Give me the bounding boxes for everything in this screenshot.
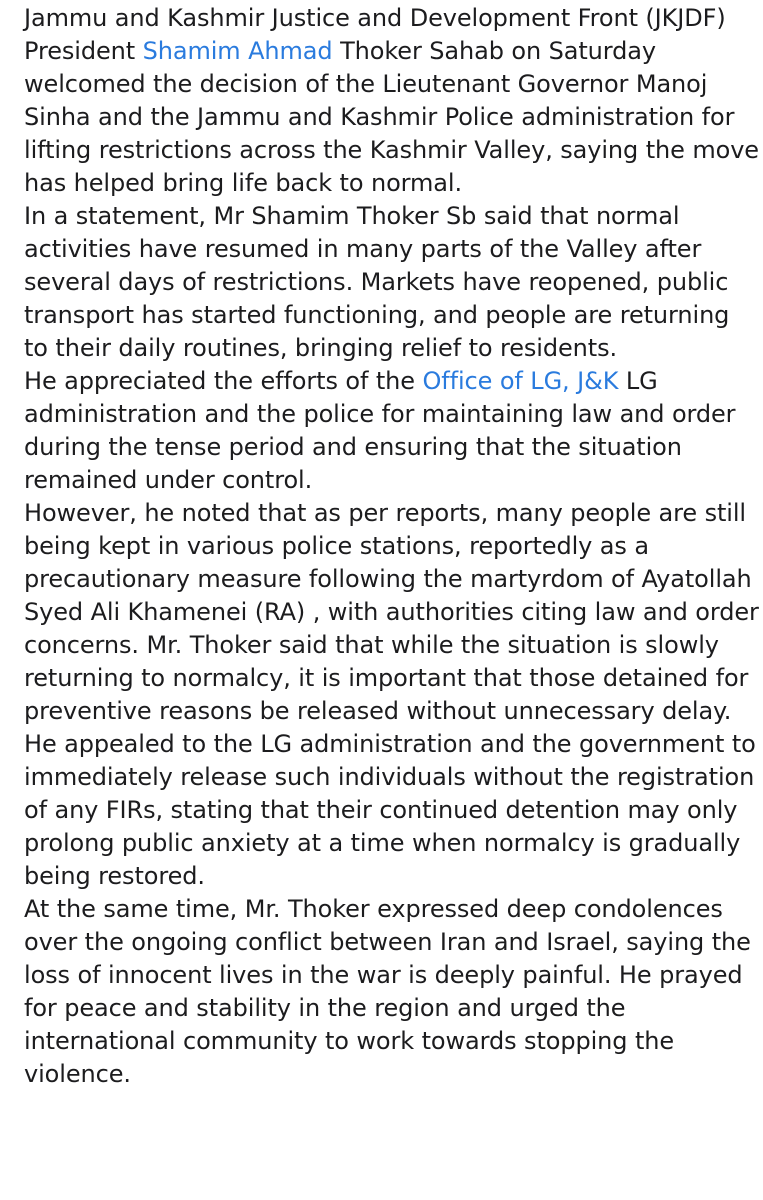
- paragraph-appreciation-text-end: LG administration and the police for maintaining law and order during the tense period and ensuring that the situation remained under control.: [24, 367, 736, 494]
- paragraph-intro: [24, 2, 760, 200]
- paragraph-intro-text-end: Thoker Sahab on Saturday welcomed the decision of the Lieutenant Governor Manoj Sinha and the Jammu and Kashmir Police administration for lifting restrictions across the Kashmir Valley, saying the move has helped bring life back to normal.: [24, 37, 759, 197]
- mention-link-office-of-lg[interactable]: Office of LG, J&K: [422, 367, 619, 395]
- mention-link-shamim-ahmad[interactable]: Shamim Ahmad: [142, 37, 333, 65]
- paragraph-statement: In a statement, Mr Shamim Thoker Sb said that normal activities have resumed in many parts of the Valley after several days of restrictions. Markets have reopened, public transport has started functioning, and people are returning to their daily routines, bringing relief to residents.: [24, 202, 730, 362]
- paragraph-appreciation: [24, 365, 760, 497]
- paragraph-condolences: At the same time, Mr. Thoker expressed deep condolences over the ongoing conflict between Iran and Israel, saying the loss of innocent lives in the war is deeply painful. He prayed for peace and stability in the region and urged the international community to work towards stopping the violence.: [24, 895, 751, 1088]
- post-body: [24, 2, 760, 1091]
- paragraph-detentions: However, he noted that as per reports, many people are still being kept in various police stations, reportedly as a precautionary measure following the martyrdom of Ayatollah Syed Ali Khamenei (RA) , with authorities citing law and order concerns. Mr. Thoker said that while the situation is slowly returning to normalcy, it is important that those detained for preventive reasons be released without unnecessary delay.: [24, 499, 759, 725]
- paragraph-appeal: He appealed to the LG administration and the government to immediately release such individuals without the registration of any FIRs, stating that their continued detention may only prolong public anxiety at a time when normalcy is gradually being restored.: [24, 730, 756, 890]
- paragraph-intro-text-start: Jammu and Kashmir Justice and Development Front (JKJDF) President: [24, 4, 726, 65]
- paragraph-appreciation-text-start: He appreciated the efforts of the: [24, 367, 423, 395]
